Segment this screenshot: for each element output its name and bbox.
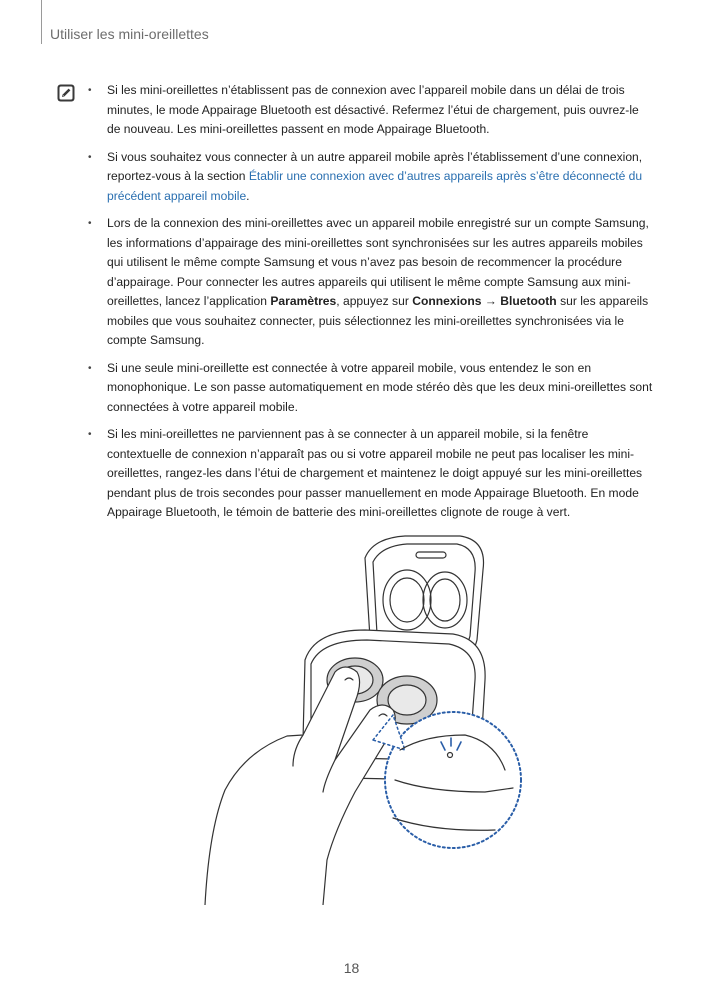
menu-settings: Paramètres — [270, 294, 337, 308]
bullet: • — [88, 151, 92, 163]
note-text: Lors de la connexion des mini-oreillettes avec un appareil mobile enregistré sur un compte Samsung, les informations d’appairage des mini-oreillettes sont synchronisées sur les autres appareils mobiles qui utilisent le même compte Samsung et vous n’avez pas besoin de recommencer la procédure d’appairage. Pour connecter les autres appareils qui utilisent le même compte Samsung aux mini-oreillettes, lancez l’application — [107, 216, 649, 308]
earbuds-case-illustration — [195, 530, 535, 905]
list-item — [88, 425, 653, 523]
bullet: • — [88, 429, 92, 440]
list-item — [88, 81, 653, 140]
note-text: Si les mini-oreillettes ne parviennent pas à se connecter à un appareil mobile, si la fenêtre contextuelle de connexion n’apparaît pas ou si votre appareil mobile ne peut pas localiser les mini-oreillettes, rangez-les dans l’étui de chargement et maintenez le doigt appuyé sur les mini-oreillettes pendant plus de trois secondes pour passer manuellement en mode Appairage Bluetooth. En mode Appairage Bluetooth, le témoin de batterie des mini-oreillettes clignote de rouge à vert. — [107, 427, 643, 519]
bullet: • — [88, 85, 92, 96]
note-text: Si une seule mini-oreillette est connectée à votre appareil mobile, vous entendez le son en monophonique. Le son passe automatiquement en mode stéréo dès que les deux mini-oreillettes sont connectées à votre appareil mobile. — [107, 360, 653, 414]
note-text: Si vous souhaitez vous connecter à un autre appareil mobile après l’établissement d’une connexion, reportez-vous à la section — [107, 149, 643, 183]
bullet: • — [88, 362, 92, 374]
page-number: 18 — [343, 960, 360, 976]
section-link[interactable]: Établir une connexion avec d’autres appareils après s’être déconnecté du précédent appareil mobile — [107, 169, 643, 203]
arrow-text: → — [481, 294, 501, 308]
note-text: . — [246, 188, 250, 203]
list-item — [88, 359, 653, 418]
menu-connections: Connexions — [412, 294, 482, 308]
notes-list — [88, 81, 653, 531]
bullet: • — [88, 218, 92, 229]
page-header-title: Utiliser les mini-oreillettes — [50, 26, 209, 42]
list-item — [88, 148, 653, 207]
note-text: , appuyez sur — [336, 294, 413, 308]
note-pencil-icon — [57, 84, 75, 102]
note-text: Si les mini-oreillettes n’établissent pas de connexion avec l’appareil mobile dans un délai de trois minutes, le mode Appairage Bluetooth est désactivé. Refermez l’étui de chargement, puis ouvrez-le de nouveau. Les mini-oreillettes passent en mode Appairage Bluetooth. — [107, 83, 639, 136]
list-item — [88, 214, 653, 351]
menu-bluetooth: Bluetooth — [500, 294, 557, 308]
header-rule — [41, 0, 42, 44]
note-text: sur les appareils mobiles que vous souhaitez connecter, puis sélectionnez les mini-oreillettes synchronisées via le compte Samsung. — [107, 294, 649, 347]
